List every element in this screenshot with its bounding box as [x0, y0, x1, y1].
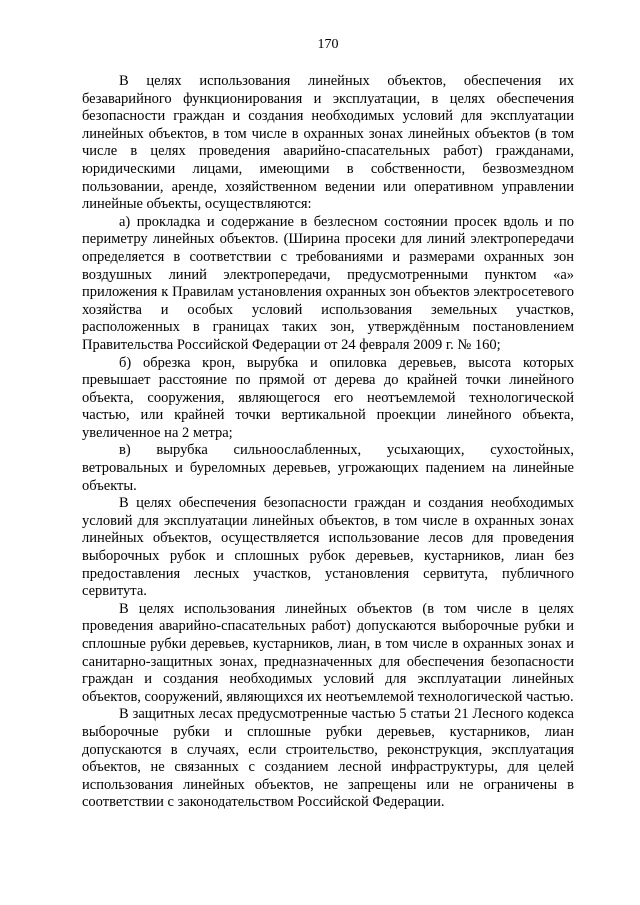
paragraph-intro: В целях использования линейных объектов, обеспечения их безаварийного функционирования и эксплуатации, в целях обеспечения безопасности граждан и создания необходимых условий для эксплуатации линейных объектов, в том числе в охранных зонах линейных объектов (в том числе в целях проведения аварийно-спасательных работ) гражданами, юридическими лицами, имеющими в собственности, безвозмездном пользовании, аренде, хозяйственном ведении или оперативном управлении линейные объекты, осуществляются:	[82, 73, 574, 213]
document-page	[82, 36, 574, 812]
paragraph-item-c: в) вырубка сильноослабленных, усыхающих, сухостойных, ветровальных и буреломных деревьев, угрожающих падением на линейные объекты.	[82, 442, 574, 494]
paragraph-felling: В целях использования линейных объектов (в том числе в целях проведения аварийно-спасательных работ) допускаются выборочные рубки и сплошные рубки деревьев, кустарников, лиан, в том числе в охранных зонах и санитарно-защитных зонах, предназначенных для обеспечения безопасности граждан и создания необходимых условий для эксплуатации линейных объектов, сооружений, являющихся их неотъемлемой технологической частью.	[82, 600, 574, 705]
paragraph-item-a: а) прокладка и содержание в безлесном состоянии просек вдоль и по периметру линейных объектов. (Ширина просеки для линий электропередачи определяется в соответствии с требованиями и размерами охранных зон воздушных линий электропередачи, предусмотренными пунктом «а» приложения к Правилам установления охранных зон объектов электросетевого хозяйства и особых условий использования земельных участков, расположенных в границах таких зон, утверждённым постановлением Правительства Российской Федерации от 24 февраля 2009 г. № 160;	[82, 213, 574, 353]
paragraph-item-b: б) обрезка крон, вырубка и опиловка деревьев, высота которых превышает расстояние по прямой от дерева до крайней точки линейного объекта, сооружения, являющегося его неотъемлемой технологической частью, или крайней точки вертикальной проекции линейного объекта, увеличенное на 2 метра;	[82, 354, 574, 441]
paragraph-protective-forests: В защитных лесах предусмотренные частью 5 статьи 21 Лесного кодекса выборочные рубки и сплошные рубки деревьев, кустарников, лиан допускаются в случаях, если строительство, реконструкция, эксплуатация объектов, не связанных с созданием лесной инфраструктуры, для целей использования линейных объектов, не запрещены или не ограничены в соответствии с законодательством Российской Федерации.	[82, 706, 574, 811]
paragraph-safety: В целях обеспечения безопасности граждан и создания необходимых условий для эксплуатации линейных объектов, в том числе в охранных зонах линейных объектов, осуществляется использование лесов для проведения выборочных рубок и сплошных рубок деревьев, кустарников, лиан без предоставления лесных участков, установления сервитута, публичного сервитута.	[82, 495, 574, 600]
page-number: 170	[317, 37, 339, 52]
